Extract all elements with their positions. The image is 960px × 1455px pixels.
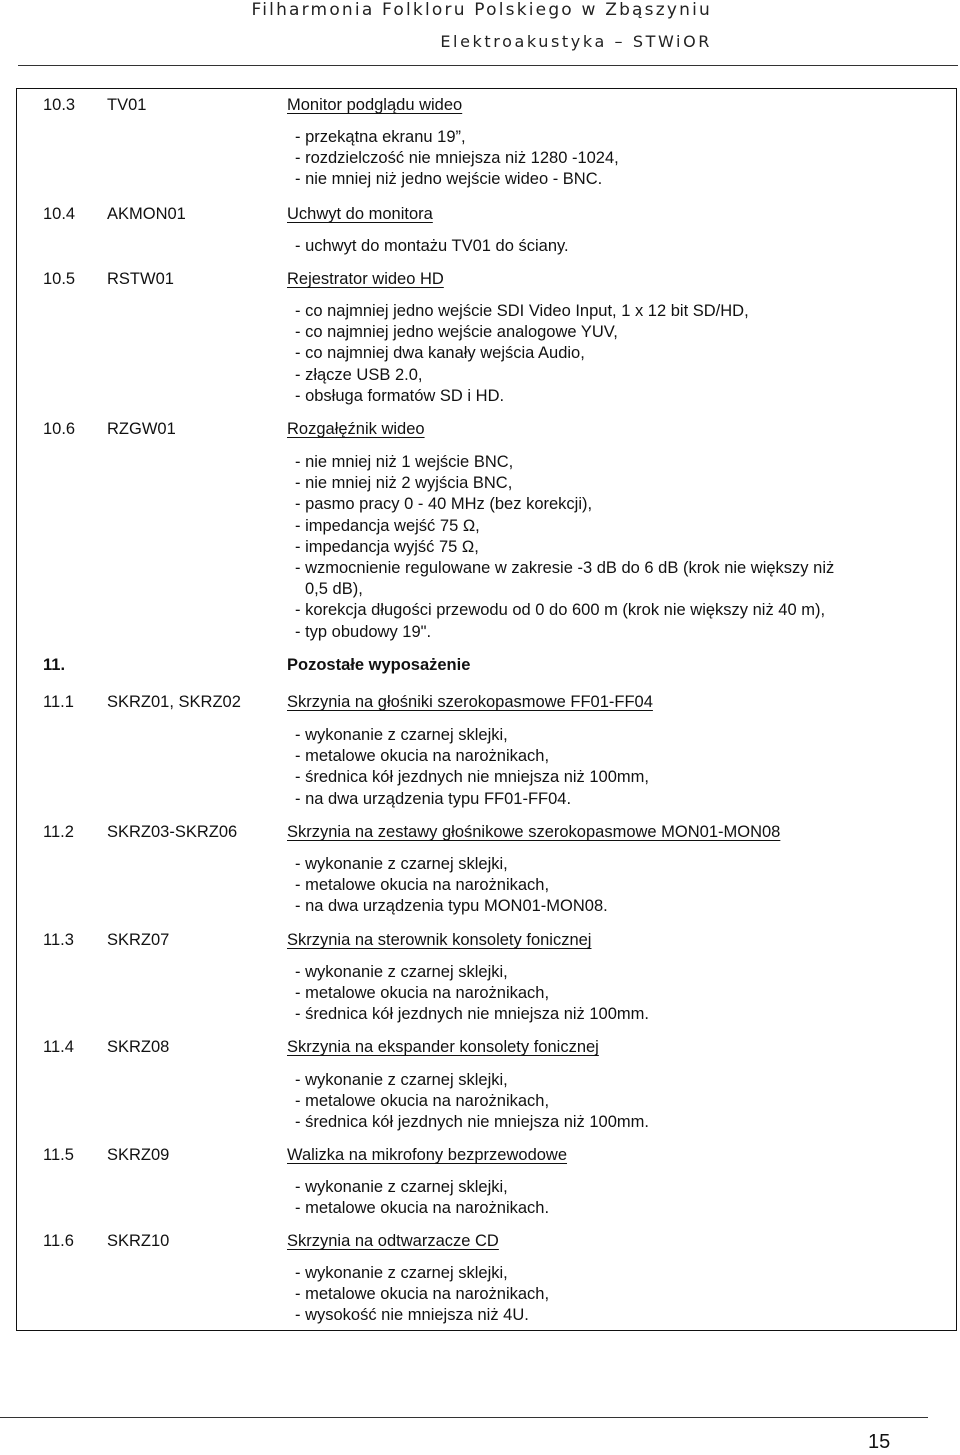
item-description (295, 236, 935, 257)
item-number: 10.6 (43, 420, 76, 438)
description-line: - metalowe okucia na narożnikach. (295, 1199, 550, 1218)
description-line: - nie mniej niż 1 wejście BNC, (295, 453, 514, 471)
description-line: - korekcja długości przewodu od 0 do 600 m (krok nie większy niż 40 m), (295, 601, 826, 620)
description-line: - na dwa urządzenia typu FF01-FF04. (295, 789, 572, 808)
description-line: - wykonanie z czarnej sklejki, (295, 1071, 508, 1089)
item-code: SKRZ10 (107, 1232, 170, 1250)
item-heading (17, 928, 956, 952)
description-line: - metalowe okucia na narożnikach, (295, 747, 550, 766)
item-code: SKRZ09 (107, 1146, 170, 1164)
description-line: - wykonanie z czarnej sklejki, (295, 726, 508, 744)
item-heading (17, 93, 956, 117)
item-description (295, 854, 935, 918)
description-line: - wykonanie z czarnej sklejki, (295, 855, 508, 873)
item-code: RSTW01 (107, 270, 174, 288)
description-line: - wysokość nie mniejsza niż 4U. (295, 1306, 529, 1325)
description-line: 0,5 dB), (305, 580, 363, 599)
description-line: - uchwyt do montażu TV01 do ściany. (295, 237, 569, 255)
item-description (295, 301, 935, 407)
item-name: Skrzynia na zestawy głośnikowe szerokopasmowe MON01-MON08 (287, 823, 781, 841)
item-heading (17, 1229, 956, 1253)
description-line: - metalowe okucia na narożnikach, (295, 1092, 550, 1111)
description-line: - wzmocnienie regulowane w zakresie -3 dB do 6 dB (krok nie większy niż (295, 559, 835, 578)
item-heading (17, 417, 956, 441)
item-description (295, 725, 935, 810)
item-name: Rejestrator wideo HD (287, 270, 444, 288)
item-description (295, 1177, 935, 1219)
item-number: 11.3 (43, 931, 74, 949)
section-heading (17, 653, 956, 677)
description-line: - nie mniej niż jedno wejście wideo - BNC. (295, 170, 603, 189)
description-line: - wykonanie z czarnej sklejki, (295, 1264, 508, 1282)
description-line: - średnica kół jezdnych nie mniejsza niż 100mm. (295, 1005, 649, 1024)
description-line: - średnica kół jezdnych nie mniejsza niż 100mm. (295, 1113, 649, 1132)
description-line: - metalowe okucia na narożnikach, (295, 984, 550, 1003)
description-line: - wykonanie z czarnej sklejki, (295, 1178, 508, 1196)
description-line: - impedancja wejść 75 Ω, (295, 516, 480, 535)
description-line: - metalowe okucia na narożnikach, (295, 1285, 550, 1304)
item-number: 11.6 (43, 1232, 74, 1250)
item-heading (17, 820, 956, 844)
item-code: AKMON01 (107, 205, 186, 223)
item-code: SKRZ08 (107, 1038, 170, 1056)
item-name: Rozgałęźnik wideo (287, 420, 425, 438)
description-line: - obsługa formatów SD i HD. (295, 386, 505, 405)
description-line: - złącze USB 2.0, (295, 365, 423, 384)
description-line: - co najmniej jedno wejście analogowe YUV, (295, 323, 618, 342)
description-line: - typ obudowy 19". (295, 622, 432, 641)
item-name: Walizka na mikrofony bezprzewodowe (287, 1146, 568, 1164)
description-line: - co najmniej jedno wejście SDI Video Input, 1 x 12 bit SD/HD, (295, 302, 749, 320)
document-title: Filharmonia Folkloru Polskiego w Zbąszyniu (251, 0, 712, 20)
item-heading (17, 1143, 956, 1167)
item-heading (17, 202, 956, 226)
item-heading (17, 690, 956, 714)
description-line: - pasmo pracy 0 - 40 MHz (bez korekcji), (295, 495, 593, 514)
item-number: 11.5 (43, 1146, 74, 1164)
item-number: 11.2 (43, 823, 74, 841)
item-number: 11.1 (43, 693, 74, 711)
description-line: - impedancja wyjść 75 Ω, (295, 537, 479, 556)
item-name: Uchwyt do monitora (287, 205, 433, 223)
item-code: SKRZ03-SKRZ06 (107, 823, 238, 841)
specification-table (16, 88, 957, 1331)
item-heading (17, 267, 956, 291)
description-line: - metalowe okucia na narożnikach, (295, 876, 550, 895)
item-description (295, 962, 935, 1026)
item-number: 11.4 (43, 1038, 74, 1056)
item-name: Skrzynia na sterownik konsolety fonicznej (287, 931, 592, 949)
item-number: 10.3 (43, 96, 76, 114)
item-name: Skrzynia na ekspander konsolety fonicznej (287, 1038, 599, 1056)
header-rule (18, 65, 958, 66)
footer-rule (0, 1417, 928, 1418)
item-description (295, 1263, 935, 1327)
item-name: Skrzynia na głośniki szerokopasmowe FF01-FF04 (287, 693, 653, 711)
description-line: - na dwa urządzenia typu MON01-MON08. (295, 897, 608, 916)
item-description (295, 127, 935, 191)
item-code: TV01 (107, 96, 147, 114)
description-line: - co najmniej dwa kanały wejścia Audio, (295, 344, 585, 363)
item-description (295, 1070, 935, 1134)
item-code: SKRZ07 (107, 931, 170, 949)
item-heading (17, 1035, 956, 1059)
item-number: 10.4 (43, 205, 76, 223)
section-title: Pozostałe wyposażenie (287, 656, 471, 674)
item-code: SKRZ01, SKRZ02 (107, 693, 241, 711)
section-number: 11. (43, 656, 66, 674)
description-line: - nie mniej niż 2 wyjścia BNC, (295, 474, 513, 493)
page-header (251, 0, 712, 54)
item-code: RZGW01 (107, 420, 176, 438)
description-line: - średnica kół jezdnych nie mniejsza niż 100mm, (295, 768, 649, 787)
item-name: Skrzynia na odtwarzacze CD (287, 1232, 499, 1250)
description-line: - przekątna ekranu 19”, (295, 128, 466, 146)
document-subtitle: Elektroakustyka – STWiOR (440, 32, 712, 51)
item-description (295, 452, 935, 643)
description-line: - rozdzielczość nie mniejsza niż 1280 -1024, (295, 149, 619, 168)
description-line: - wykonanie z czarnej sklejki, (295, 963, 508, 981)
item-number: 10.5 (43, 270, 76, 288)
item-name: Monitor podglądu wideo (287, 96, 463, 114)
page-number: 15 (868, 1431, 891, 1453)
